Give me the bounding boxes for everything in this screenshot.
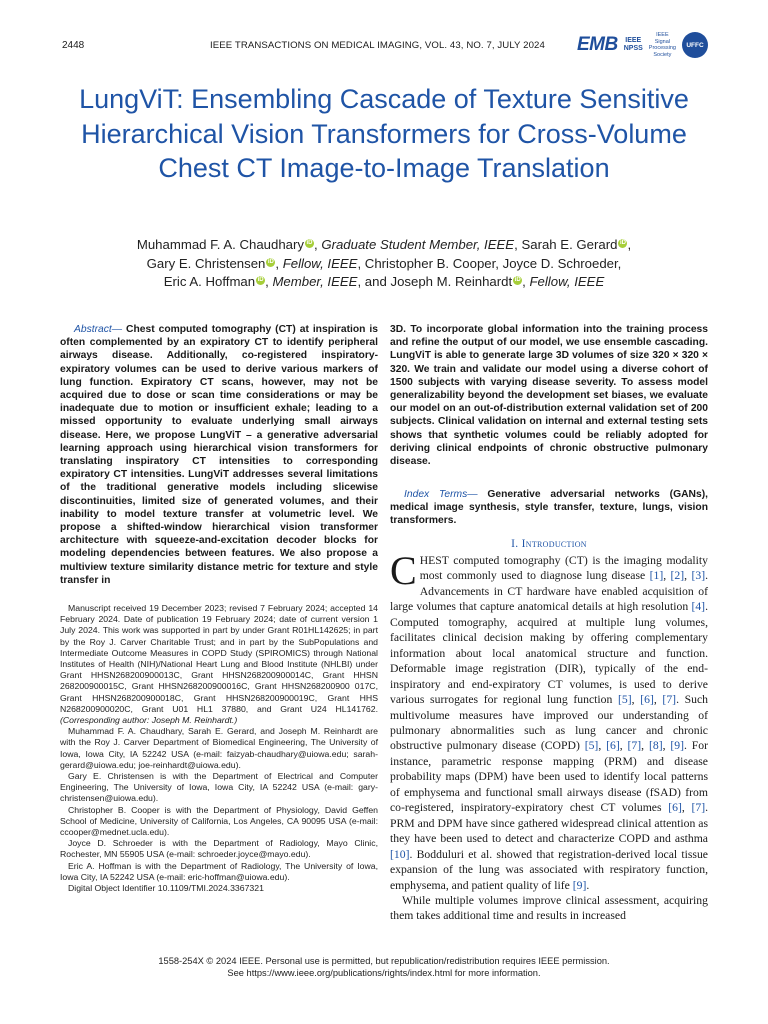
- index-terms-text: Generative adversarial networks (GANs), medical image synthesis, style transfer, texture, lungs, vision transformers.: [390, 489, 708, 527]
- manuscript-note: [60, 603, 378, 726]
- intro-caps: HEST: [419, 554, 449, 567]
- intro-text: ,: [631, 693, 641, 707]
- sps-logo-line-1: IEEE: [656, 32, 669, 38]
- author-name: Gary E. Christensen: [146, 255, 266, 271]
- author-affiliation: Graduate Student Member, IEEE: [321, 237, 515, 252]
- citation-link[interactable]: [7]: [691, 801, 706, 815]
- intro-text: . Such multivolume measures have improved our understanding of pulmonary abnormalities such as lung cancer and chronic obstructive pulmonary disease (COPD): [390, 693, 709, 753]
- author-name: Muhammad F. A. Chaudhary: [136, 237, 304, 252]
- uffc-logo: UFFC: [682, 32, 708, 58]
- intro-paragraph: [390, 548, 709, 893]
- intro-text: . Advancements in CT hardware have enabled acquisition of large volumes that capture anatomical details at high resolution: [390, 569, 709, 614]
- abstract-left: [60, 323, 378, 587]
- section-heading: [390, 538, 708, 550]
- doi-note: Digital Object Identifier 10.1109/TMI.2024.3367321: [68, 883, 264, 894]
- citation-link[interactable]: [7]: [662, 693, 677, 707]
- signal-processing-logo: [649, 32, 676, 58]
- abstract-right: [390, 323, 708, 468]
- section-title: Introduction: [521, 538, 587, 550]
- intro-text: ,: [653, 693, 663, 707]
- affiliation-note: Gary E. Christensen is with the Department of Electrical and Computer Engineering, The University of Iowa, Iowa City, IA 52242 USA (e-mail: gary-christensen@uiowa.edu).: [60, 771, 378, 804]
- introduction-text: [390, 548, 709, 924]
- citation-link[interactable]: [4]: [691, 600, 706, 614]
- intro-text: ,: [681, 801, 692, 815]
- orcid-icon[interactable]: iD: [619, 240, 626, 246]
- citation-link[interactable]: [9]: [670, 739, 685, 753]
- intro-text: . PRM and DPM have since gathered widespread clinical attention as they have been used to detect and characterize COPD and asthma: [390, 801, 709, 846]
- sps-logo-line-4: Society: [653, 51, 672, 58]
- emb-logo: EMB: [576, 34, 618, 55]
- orcid-icon[interactable]: iD: [514, 277, 521, 283]
- author-affiliation: Fellow, IEEE: [282, 255, 358, 271]
- journal-running-head: IEEE TRANSACTIONS ON MEDICAL IMAGING, VOL. 43, NO. 7, JULY 2024: [210, 40, 545, 51]
- author-affiliation: Fellow, IEEE: [529, 274, 605, 289]
- drop-cap: C: [390, 548, 417, 593]
- author-affiliation: Member, IEEE: [272, 274, 358, 289]
- citation-link[interactable]: [6]: [606, 739, 620, 753]
- index-terms: [390, 488, 708, 528]
- citation-link[interactable]: [9]: [572, 878, 587, 892]
- affiliation-note: Christopher B. Cooper is with the Department of Physiology, David Geffen School of Medicine, University of California, Los Angeles, CA 90095 USA (e-mail: ccooper@mednet.ucla.edu).: [60, 804, 378, 838]
- intro-text: computed tomography (CT) is the imaging modality most commonly used to diagnose lung disease: [419, 554, 708, 583]
- intro-text: ,: [619, 739, 628, 753]
- copyright-notice: [60, 955, 708, 979]
- intro-text: ,: [684, 569, 692, 583]
- npss-logo-bottom: NPSS: [623, 45, 643, 52]
- intro-text: . For instance, parametric response mapping (PRM) and disease probability maps (DPM) have been used to identify local patterns of emphysema and functional small airways disease (fSAD) from co-registered, inspiratory-expiratory chest CT volumes: [390, 739, 709, 815]
- sps-logo-line-3: Processing: [648, 45, 676, 51]
- intro-text: . Bodduluri et al. showed that registration-derived local tissue expansion of the lung was associated with respiratory function, emphysema, and patient quality of life: [390, 847, 708, 892]
- intro-text: ,: [663, 569, 671, 583]
- citation-link[interactable]: [6]: [668, 801, 682, 815]
- society-logos: [577, 32, 708, 58]
- manuscript-note-text: Manuscript received 19 December 2023; revised 7 February 2024; accepted 14 February 2024. Date of publication 19 February 2024; date of current version 1 July 2024. This work was supported in part by under Grant R01HL142625; in part by the Roy J. Carver Charitable Trust; and in part by the SubPopulations and Intermediate Outcome Measures in COPD Study (SPIROMICS) through National Institutes of Health (NIH)/National Heart Lung and Blood Institute (NHLBI) under Grant HHSN268200900013C, Grant HHSN268200900014C, Grant HHSN 268200900015C, Grant HHSN268200900016C, Grant HHSN268200900 017C, Grant HHSN268200900018C, Grant HHSN268200900019C, Grant HHS N268200900020C, Grant U01 HL1 37880, and Grant U24 HL141762.: [60, 603, 378, 714]
- intro-text: ,: [662, 739, 671, 753]
- author-list: Muhammad F. A. Chaudhary iD , Graduate Student Member, IEEE, Sarah E. Gerard iD , Gary E. Christensen iD , Fellow, IEEE, Christopher B. Cooper, Joyce D. Schroeder, Eric A. Hoffman iD , Member, IEEE, and Joseph M. Reinhardt iD , Fellow, IEEE: [136, 237, 632, 289]
- orcid-icon[interactable]: iD: [267, 258, 274, 265]
- citation-link[interactable]: [10]: [390, 847, 410, 861]
- copyright-line: 1558-254X © 2024 IEEE. Personal use is permitted, but republication/redistribution requires IEEE permission.: [158, 956, 610, 966]
- affiliation-note: Muhammad F. A. Chaudhary, Sarah E. Gerard, and Joseph M. Reinhardt are with the Roy J. Carver Department of Biomedical Engineering, The University of Iowa, Iowa City, IA 52242 USA (e-mail: faizyab-chaudhary@uiowa.edu; sarah-gerard@uiowa.edu; joe-reinhardt@uiowa.edu).: [60, 726, 378, 770]
- intro-paragraph: While multiple volumes improve clinical assessment, acquiring them takes additional time and results in increased: [390, 893, 708, 923]
- npss-logo: [624, 37, 643, 53]
- sps-logo-line-2: Signal: [654, 38, 671, 45]
- section-number: I.: [511, 538, 519, 550]
- author-name: Sarah E. Gerard: [521, 237, 618, 252]
- author-name: Eric A. Hoffman: [163, 274, 256, 289]
- paper-title: LungViT: Ensembling Cascade of Texture Sensitive Hierarchical Vision Transformers for Cross-Volume Chest CT Image-to-Image Translation: [79, 84, 689, 183]
- intro-text: ,: [598, 739, 607, 753]
- citation-link[interactable]: [7]: [627, 739, 642, 753]
- citation-link[interactable]: [2]: [670, 569, 685, 583]
- npss-logo-top: IEEE: [625, 37, 642, 44]
- citation-link[interactable]: [5]: [584, 739, 599, 753]
- page-header: [62, 32, 708, 64]
- citation-link[interactable]: [8]: [648, 739, 663, 753]
- rights-link[interactable]: See https://www.ieee.org/publications/rights/index.html for more information.: [227, 968, 541, 978]
- orcid-icon[interactable]: iD: [257, 277, 264, 283]
- page-number: 2448: [62, 40, 85, 51]
- abstract-text: Chest computed tomography (CT) at inspiration is often complemented by an expiratory CT to identify peripheral airways disease. Additionally, co-registered inspiratory-expiratory volumes can be used to derive various markers of lung function. Expiratory CT scans, however, may not be acquired due to dose or scan time considerations or may be inadequate due to motion or insufficient exhale; leading to a missed opportunity to evaluate underlying small airways disease. Here, we propose LungViT – a generative adversarial learning approach using hierarchical vision transformers for translating inspiratory CT intensities to corresponding expiratory CT intensities. LungViT addresses several limitations of the traditional generative models including slicewise discontinuities, limited size of generated volumes, and their inability to model texture transfer at volumetric level. We propose a shifted-window hierarchical vision transformer architecture with squeeze-and-excitation decoder blocks for modeling dependencies between features. We also propose a multiview texture similarity distance metric for texture and style transfer in: [60, 324, 378, 586]
- intro-text: . Computed tomography, acquired at multiple lung volumes, facilitates clinical decision making by offering complementary information about local anatomical structure and function. Deformable image registration (DIR), typically of the end-inspiratory and end-expiratory CT volumes, is used to derive various surrogates for regional lung function: [390, 600, 708, 707]
- index-terms-label: Index Terms—: [404, 489, 478, 500]
- citation-link[interactable]: [6]: [640, 693, 654, 707]
- affiliation-note: Eric A. Hoffman is with the Department of Radiology, The University of Iowa, Iowa City, IA 52242 USA (e-mail: eric-hoffman@uiowa.edu).: [60, 860, 378, 882]
- intro-text: .: [586, 878, 590, 892]
- abstract-label: Abstract—: [74, 324, 123, 335]
- author-footnotes: [60, 603, 378, 894]
- citation-link[interactable]: [5]: [617, 693, 632, 707]
- citation-link[interactable]: [3]: [691, 569, 706, 583]
- orcid-icon[interactable]: iD: [306, 240, 313, 246]
- affiliation-note: Joyce D. Schroeder is with the Department of Radiology, Mayo Clinic, Rochester, MN 55905 USA (e-mail: schroeder.joyce@mayo.edu).: [60, 838, 378, 860]
- intro-text: ,: [641, 739, 649, 753]
- corresponding-author: (Corresponding author: Joseph M. Reinhardt.): [60, 715, 238, 726]
- abstract-text-continued: 3D. To incorporate global information into the training process and refine the output of our model, we use ensemble cascading. LungViT is able to generate large 3D volumes of size 320 × 320 × 320. We train and validate our model using a diverse cohort of 1500 subjects with varying disease severity. To assess model generalizability beyond the development set biases, we evaluate our model on an out-of-distribution external validation set of 200 subjects. Clinical validation on internal and external testing sets shows that synthetic volumes could be reliably adopted for deriving clinical endpoints of chronic obstructive pulmonary disease.: [390, 324, 708, 468]
- author-name: Joseph M. Reinhardt: [390, 274, 513, 289]
- citation-link[interactable]: [1]: [649, 569, 664, 583]
- author-name: Christopher B. Cooper, Joyce D. Schroeder,: [364, 255, 622, 271]
